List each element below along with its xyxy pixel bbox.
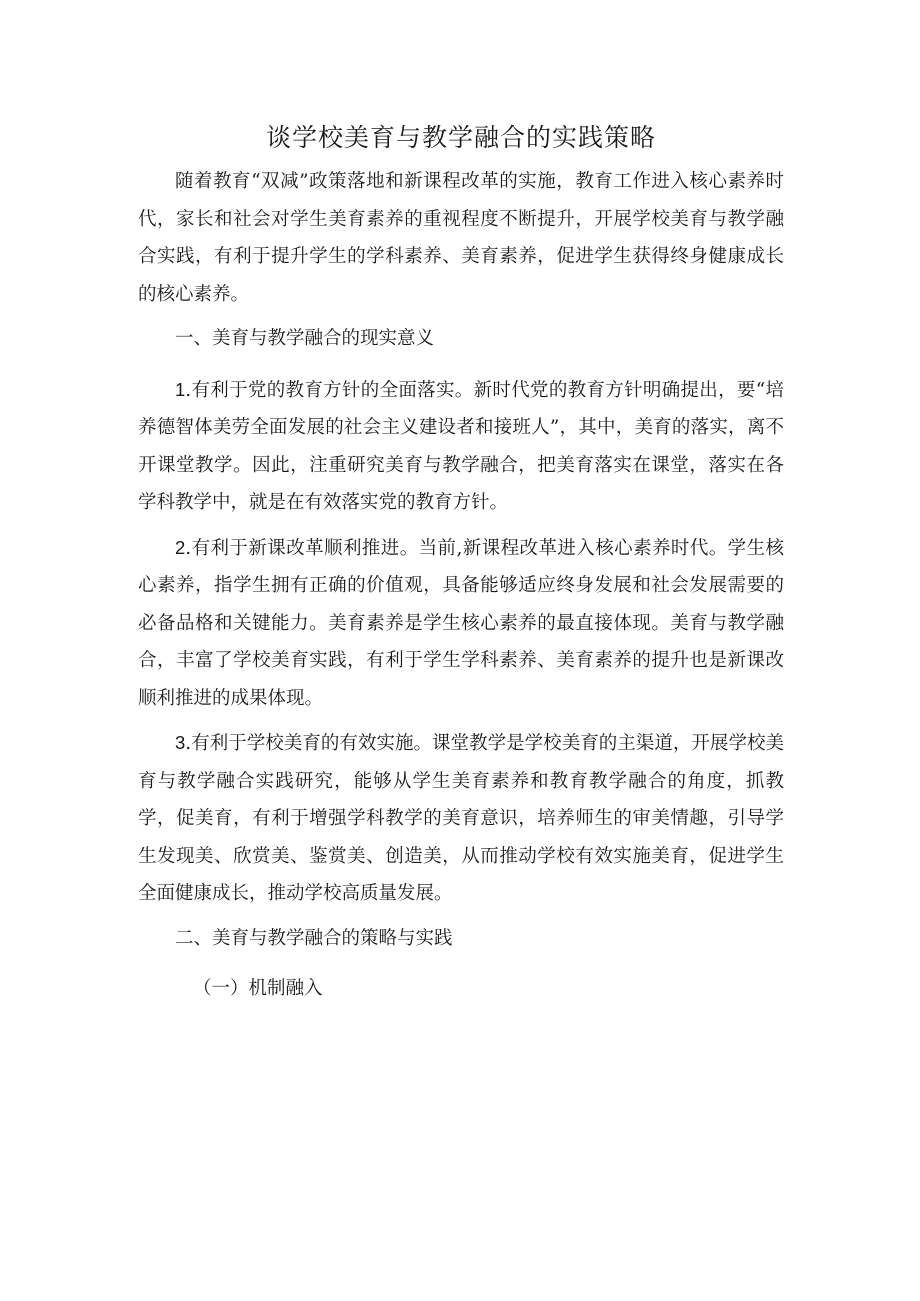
point-paragraph-1 [138,371,784,522]
section-heading-2: 二、美育与教学融合的策略与实践 [175,927,453,949]
point-text-1: .有利于党的教育方针的全面落实。新时代党的教育方针明确提出，要“培养德智体美劳全面发展的社会主义建设者和接班人”，其中，美育的落实，离不开课堂教学。因此，注重研究美育与教学融合，把美育落实在课堂，落实在各学科教学中，就是在有效落实党的教育方针。 [138,379,784,513]
section-heading-1: 一、美育与教学融合的现实意义 [175,328,435,349]
intro-paragraph: 随着教育“双减”政策落地和新课程改革的实施，教育工作进入核心素养时代，家长和社会对学生美育素养的重视程度不断提升，开展学校美育与教学融合实践，有利于提升学生的学科素养、美育素养，促进学生获得终身健康成长的核心素养。 [138,171,784,305]
point-paragraph-3 [138,724,784,913]
subsection-heading-1: （一）机制融入 [193,978,323,999]
point-number-1: 1 [175,378,186,400]
document-title: 谈学校美育与教学融合的实践策略 [265,123,656,152]
point-number-3: 3 [175,732,186,753]
point-paragraph-2 [138,529,784,718]
document-body [138,163,784,1015]
point-text-3: .有利于学校美育的有效实施。课堂教学是学校美育的主渠道，开展学校美育与教学融合实践研究，能够从学生美育素养和教育教学融合的角度，抓教学，促美育，有利于增强学科教学的美育意识，培养师生的审美情趣，引导学生发现美、欣赏美、鉴赏美、创造美，从而推动学校有效实施美育，促进学生全面健康成长，推动学校高质量发展。 [138,733,784,904]
point-number-2: 2 [175,536,186,558]
point-text-2: .有利于新课改革顺利推进。当前,新课程改革进入核心素养时代。学生核心素养，指学生拥有正确的价值观，具备能够适应终身发展和社会发展需要的必备品格和关键能力。美育素养是学生核心素养的最直接体现。美育与教学融合，丰富了学校美育实践，有利于学生学科素养、美育素养的提升也是新课改顺利推进的成果体现。 [138,537,784,709]
